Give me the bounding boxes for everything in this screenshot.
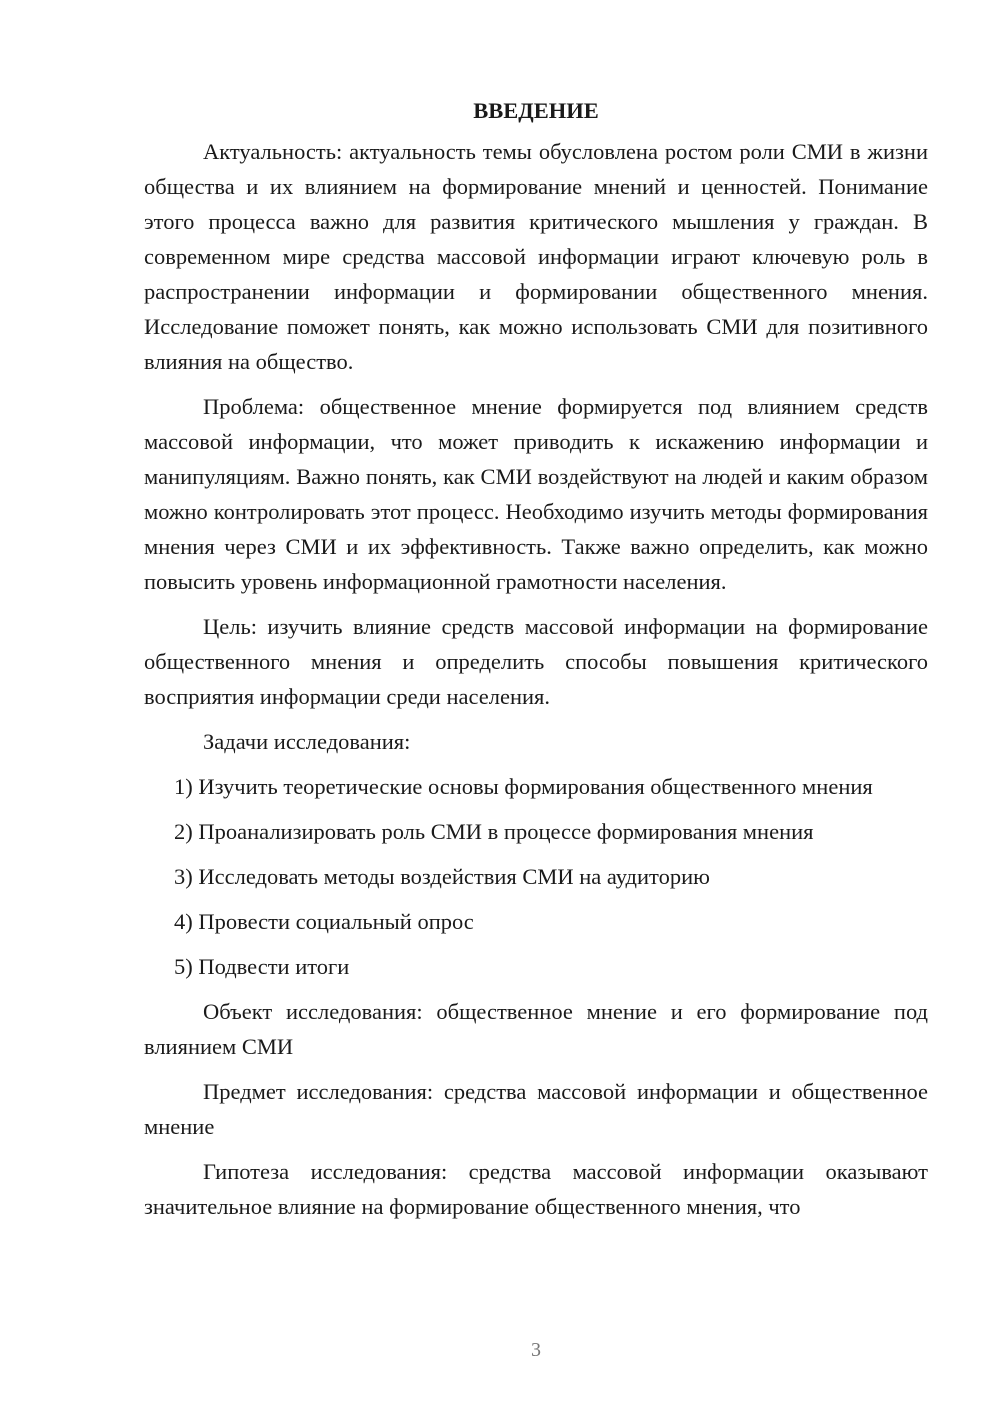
subject-paragraph: Предмет исследования: средства массовой информации и общественное мнение xyxy=(144,1079,928,1139)
relevance-paragraph: Актуальность: актуальность темы обусловлена ростом роли СМИ в жизни общества и их влиянием на формирование мнений и ценностей. Понимание этого процесса важно для развития критического мышления у граждан. В современном мире средства массовой информации играют ключевую роль в распространении информации и формировании общественного мнения. Исследование поможет понять, как можно использовать СМИ для позитивного влияния на общество. xyxy=(144,139,928,374)
task-item-3: 3) Исследовать методы воздействия СМИ на аудиторию xyxy=(174,864,710,889)
task-item-1: 1) Изучить теоретические основы формирования общественного мнения xyxy=(174,774,873,799)
object-paragraph: Объект исследования: общественное мнение и его формирование под влиянием СМИ xyxy=(144,999,928,1059)
problem-paragraph: Проблема: общественное мнение формируется под влиянием средств массовой информации, что может приводить к искажению информации и манипуляциям. Важно понять, как СМИ воздействуют на людей и каким образом можно контролировать этот процесс. Необходимо изучить методы формирования мнения через СМИ и их эффективность. Также важно определить, как можно повысить уровень информационной грамотности населения. xyxy=(144,394,928,594)
goal-paragraph: Цель: изучить влияние средств массовой информации на формирование общественного мнения и определить способы повышения критического восприятия информации среди населения. xyxy=(144,614,928,709)
task-item-4: 4) Провести социальный опрос xyxy=(174,909,474,934)
hypothesis-paragraph: Гипотеза исследования: средства массовой информации оказывают значительное влияние на формирование общественного мнения, что xyxy=(144,1159,928,1219)
page-content xyxy=(144,93,928,1234)
tasks-title: Задачи исследования: xyxy=(203,729,411,754)
task-item-2: 2) Проанализировать роль СМИ в процессе формирования мнения xyxy=(174,819,814,844)
section-heading: ВВЕДЕНИЕ xyxy=(473,98,599,123)
page-number: 3 xyxy=(531,1339,541,1361)
task-item-5: 5) Подвести итоги xyxy=(174,954,350,979)
